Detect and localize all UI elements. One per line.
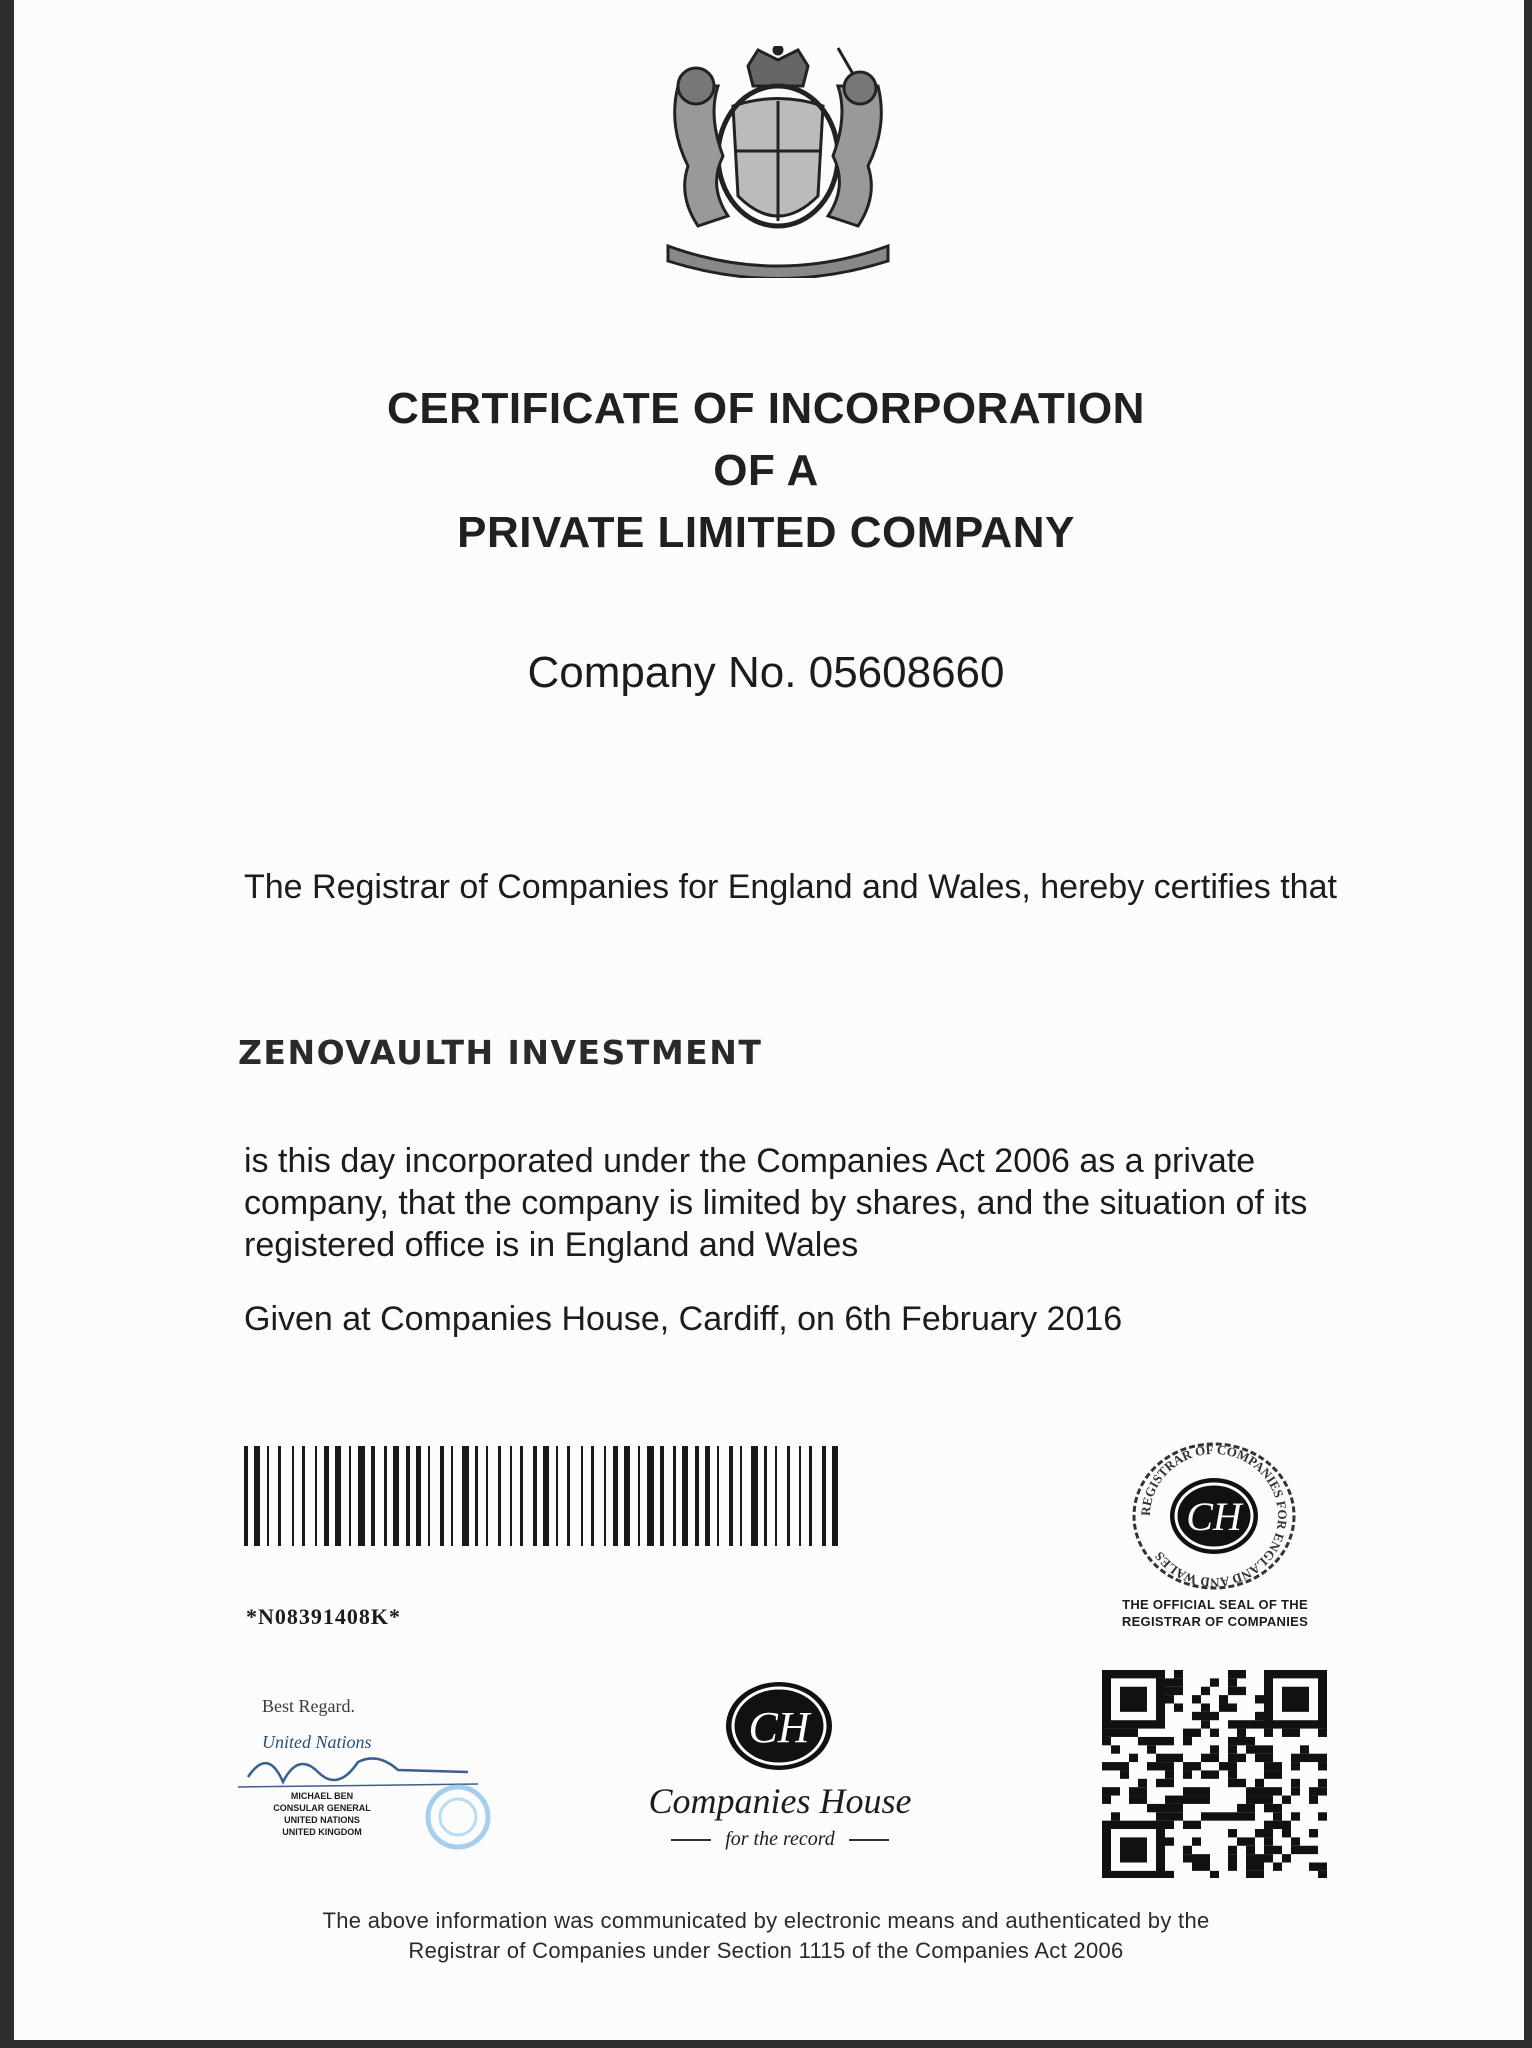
footer-line-1: The above information was communicated by electronic means and authenticated by the [322, 1908, 1210, 1933]
signature-detail-3: UNITED NATIONS [284, 1815, 360, 1825]
title-line-3: PRIVATE LIMITED COMPANY [457, 508, 1075, 557]
royal-coat-of-arms-emblem [638, 46, 918, 278]
title-line-2: OF A [713, 446, 819, 495]
footer-authentication-note [0, 1906, 1532, 1966]
footer-line-2: Registrar of Companies under Section 1115 of the Companies Act 2006 [408, 1938, 1124, 1963]
tagline-text: for the record [725, 1828, 835, 1850]
seal-caption: THE OFFICIAL SEAL OF THE REGISTRAR OF COMPANIES [1121, 1597, 1309, 1629]
signature-detail-4: UNITED KINGDOM [282, 1827, 362, 1837]
companies-house-name: Companies House [648, 1781, 912, 1821]
signature-line-2: United Nations [262, 1732, 372, 1752]
companies-house-logo [724, 1680, 834, 1772]
signature-scribble-icon [228, 1692, 498, 1872]
incorporation-paragraph: is this day incorporated under the Companies Act 2006 as a private company, that the company is limited by shares, and the situation of its registered office is in England and Wales [244, 1142, 1308, 1264]
signature-line-1: Best Regard. [262, 1696, 355, 1716]
logo-monogram: CH [748, 1703, 810, 1752]
seal-monogram: CH [1186, 1494, 1242, 1539]
signature-details [262, 1790, 382, 1838]
certificate-title [0, 378, 1532, 564]
signature-detail-2: CONSULAR GENERAL [273, 1803, 371, 1813]
tagline-rule-right [849, 1839, 889, 1841]
signature-detail-1: MICHAEL BEN [290, 1791, 354, 1801]
barcode-number: *N08391408K* [246, 1604, 401, 1629]
certifies-paragraph: The Registrar of Companies for England and Wales, hereby certifies that [244, 868, 1337, 906]
tagline-rule-left [671, 1839, 711, 1841]
title-line-1: CERTIFICATE OF INCORPORATION [387, 384, 1145, 433]
official-seal-icon [1128, 1440, 1300, 1592]
companies-house-tagline [600, 1828, 960, 1851]
barcode-icon [244, 1446, 849, 1546]
given-at-paragraph: Given at Companies House, Cardiff, on 6th February 2016 [244, 1300, 1123, 1338]
qr-code-icon [1100, 1668, 1328, 1878]
company-name: ZENOVAULTH INVESTMENT [238, 1033, 763, 1072]
company-number: Company No. 05608660 [527, 648, 1005, 697]
seal-ring-text: REGISTRAR OF COMPANIES FOR ENGLAND AND WALES [1137, 1441, 1291, 1591]
